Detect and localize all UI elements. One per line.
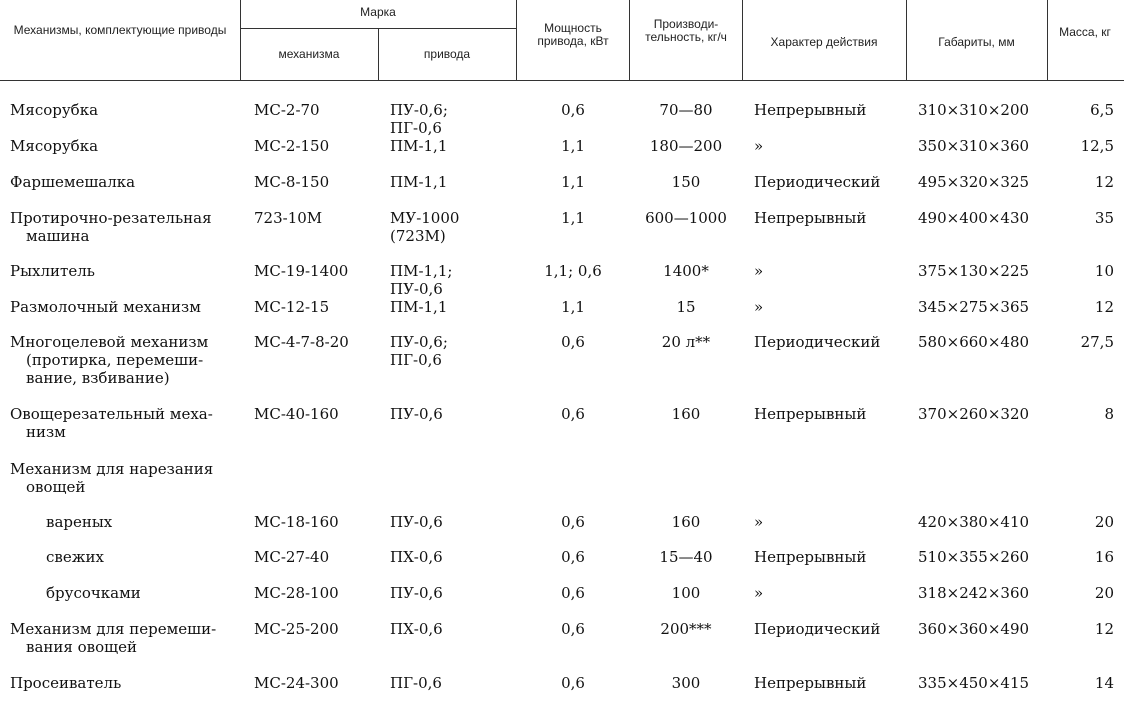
row-drive-code: [390, 548, 443, 566]
row-dimensions: 360×360×490: [918, 620, 1030, 638]
row-drive-code-line: ПГ-0,6: [390, 119, 442, 137]
header-divider: [1047, 0, 1048, 80]
header-action: Характер действия: [770, 35, 878, 49]
row-dimensions: 350×310×360: [918, 137, 1030, 155]
row-power: 0,6: [561, 584, 585, 602]
header-drive: привода: [423, 47, 471, 61]
row-name-line: Механизм для перемеши-: [10, 620, 217, 638]
row-name: [46, 584, 141, 602]
row-name: [10, 101, 98, 119]
row-performance: 15: [676, 298, 696, 316]
row-name-line: машина: [26, 227, 90, 245]
row-mechanism-code: МС-27-40: [254, 548, 330, 566]
header-mechanism: механизма: [278, 47, 340, 61]
row-name-line: вание, взбивание): [26, 369, 170, 387]
row-mechanism-code: МС-18-160: [254, 513, 339, 531]
row-performance: 160: [671, 513, 701, 531]
row-drive-code: [390, 513, 443, 531]
row-power: 0,6: [561, 101, 585, 119]
header-rule: [0, 80, 1124, 81]
row-name-line: свежих: [46, 548, 104, 566]
row-action: Непрерывный: [754, 674, 867, 692]
row-drive-code-line: ПУ-0,6;: [390, 101, 448, 119]
row-action: Периодический: [754, 620, 881, 638]
row-drive-code: [390, 262, 452, 298]
row-dimensions: 490×400×430: [918, 209, 1030, 227]
row-drive-code-line: ПУ-0,6: [390, 405, 443, 423]
row-name-line: низм: [26, 423, 66, 441]
row-name: [10, 262, 95, 280]
row-mass: 10: [1094, 262, 1114, 280]
row-drive-code-line: ПГ-0,6: [390, 351, 442, 369]
row-drive-code: [390, 137, 447, 155]
row-dimensions: 318×242×360: [918, 584, 1030, 602]
row-drive-code-line: ПГ-0,6: [390, 674, 442, 692]
row-name-line: Многоцелевой механизм: [10, 333, 209, 351]
row-name: [10, 298, 201, 316]
header-mechanisms: Механизмы, комплектующие приводы: [13, 23, 227, 37]
row-action: »: [754, 262, 764, 280]
row-drive-code-line: ПУ-0,6;: [390, 333, 448, 351]
row-name-line: Мясорубка: [10, 137, 99, 155]
row-mass: 16: [1094, 548, 1114, 566]
row-name: [10, 674, 121, 692]
row-name-line: Размолочный механизм: [10, 298, 201, 316]
row-drive-code-line: ПМ-1,1: [390, 298, 448, 316]
row-drive-code: [390, 173, 447, 191]
row-drive-code-line: ПУ-0,6: [390, 584, 443, 602]
row-mass: 14: [1094, 674, 1114, 692]
row-power: 1,1: [561, 173, 585, 191]
row-name: [10, 173, 135, 191]
row-mechanism-code: 723-10М: [254, 209, 323, 227]
row-drive-code-line: (723М): [390, 227, 446, 245]
row-mechanism-code: МС-25-200: [254, 620, 339, 638]
row-power: 0,6: [561, 674, 585, 692]
row-power: 1,1: [561, 137, 585, 155]
row-action: Периодический: [754, 333, 881, 351]
row-drive-code: [390, 298, 447, 316]
row-name-line: овощей: [26, 478, 86, 496]
row-mass: 27,5: [1080, 333, 1114, 351]
row-mass: 12,5: [1080, 137, 1114, 155]
row-drive-code-line: ПУ-0,6: [390, 513, 443, 531]
row-name: [10, 137, 98, 155]
row-drive-code: [390, 209, 459, 245]
row-drive-code: [390, 333, 448, 369]
row-name-line: Рыхлитель: [10, 262, 95, 280]
row-mechanism-code: МС-4-7-8-20: [254, 333, 349, 351]
row-power: 1,1; 0,6: [544, 262, 602, 280]
row-power: 1,1: [561, 298, 585, 316]
row-drive-code-line: ПМ-1,1: [390, 173, 448, 191]
row-performance: 600—1000: [645, 209, 727, 227]
row-mechanism-code: МС-2-70: [254, 101, 320, 119]
row-performance: 70—80: [659, 101, 713, 119]
row-drive-code: [390, 101, 448, 137]
row-name: [10, 405, 213, 441]
row-drive-code: [390, 405, 443, 423]
header-power: Мощность привода, кВт: [537, 21, 609, 48]
row-name-line: Просеиватель: [10, 674, 122, 692]
row-action: »: [754, 137, 764, 155]
row-drive-code-line: ПХ-0,6: [390, 548, 443, 566]
row-performance: 180—200: [649, 137, 723, 155]
row-drive-code-line: ПХ-0,6: [390, 620, 443, 638]
header-mass: Масса, кг: [1059, 25, 1111, 39]
row-name-line: вареных: [46, 513, 113, 531]
row-mechanism-code: МС-24-300: [254, 674, 339, 692]
header-marka: Марка: [360, 5, 396, 19]
row-mass: 20: [1094, 584, 1114, 602]
row-drive-code-line: ПМ-1,1;: [390, 262, 453, 280]
header-divider: [516, 0, 517, 80]
row-mass: 35: [1094, 209, 1114, 227]
row-performance: 20 л**: [661, 333, 711, 351]
row-power: 0,6: [561, 333, 585, 351]
row-name: [46, 548, 104, 566]
row-performance: 1400*: [663, 262, 709, 280]
header-divider: [240, 28, 516, 29]
row-dimensions: 370×260×320: [918, 405, 1030, 423]
row-name-line: Овощерезательный меха-: [10, 405, 213, 423]
row-power: 0,6: [561, 405, 585, 423]
row-action: Непрерывный: [754, 548, 867, 566]
row-dimensions: 495×320×325: [918, 173, 1030, 191]
row-action: Непрерывный: [754, 101, 867, 119]
row-dimensions: 310×310×200: [918, 101, 1030, 119]
row-drive-code-line: ПУ-0,6: [390, 280, 443, 298]
row-power: 0,6: [561, 513, 585, 531]
row-drive-code-line: ПМ-1,1: [390, 137, 448, 155]
row-performance: 100: [671, 584, 701, 602]
row-drive-code: [390, 620, 443, 638]
row-power: 1,1: [561, 209, 585, 227]
row-dimensions: 510×355×260: [918, 548, 1030, 566]
row-mechanism-code: МС-40-160: [254, 405, 339, 423]
row-dimensions: 345×275×365: [918, 298, 1030, 316]
row-name: [10, 460, 213, 496]
row-power: 0,6: [561, 620, 585, 638]
header-divider: [629, 0, 630, 80]
row-drive-code: [390, 674, 442, 692]
header-performance: Производи-тельность, кг/ч: [645, 17, 727, 44]
row-performance: 15—40: [659, 548, 713, 566]
row-mechanism-code: МС-28-100: [254, 584, 339, 602]
row-dimensions: 420×380×410: [918, 513, 1030, 531]
row-name-line: вания овощей: [26, 638, 137, 656]
row-performance: 300: [671, 674, 701, 692]
row-action: »: [754, 298, 764, 316]
row-action: Непрерывный: [754, 209, 867, 227]
row-mechanism-code: МС-12-15: [254, 298, 330, 316]
row-drive-code: [390, 584, 443, 602]
row-name-line: брусочками: [46, 584, 141, 602]
header-dimensions: Габариты, мм: [938, 35, 1015, 49]
row-mass: 12: [1094, 298, 1114, 316]
row-mechanism-code: МС-8-150: [254, 173, 330, 191]
row-drive-code-line: МУ-1000: [390, 209, 460, 227]
row-name-line: Мясорубка: [10, 101, 99, 119]
row-performance: 150: [671, 173, 701, 191]
row-action: Непрерывный: [754, 405, 867, 423]
row-name: [10, 620, 216, 656]
row-name-line: (протирка, перемеши-: [26, 351, 204, 369]
row-name-line: Протирочно-резательная: [10, 209, 212, 227]
row-name: [10, 333, 208, 387]
row-action: »: [754, 513, 764, 531]
row-dimensions: 375×130×225: [918, 262, 1030, 280]
row-name: [46, 513, 112, 531]
row-mass: 6,5: [1090, 101, 1114, 119]
row-action: Периодический: [754, 173, 881, 191]
row-mass: 20: [1094, 513, 1114, 531]
row-action: »: [754, 584, 764, 602]
row-mass: 8: [1104, 405, 1114, 423]
row-mass: 12: [1094, 173, 1114, 191]
row-name-line: Фаршемешалка: [10, 173, 136, 191]
row-performance: 160: [671, 405, 701, 423]
row-power: 0,6: [561, 548, 585, 566]
row-mass: 12: [1094, 620, 1114, 638]
row-name: [10, 209, 212, 245]
row-dimensions: 580×660×480: [918, 333, 1030, 351]
row-name-line: Механизм для нарезания: [10, 460, 214, 478]
row-mechanism-code: МС-2-150: [254, 137, 330, 155]
row-performance: 200***: [660, 620, 712, 638]
row-mechanism-code: МС-19-1400: [254, 262, 349, 280]
row-dimensions: 335×450×415: [918, 674, 1030, 692]
